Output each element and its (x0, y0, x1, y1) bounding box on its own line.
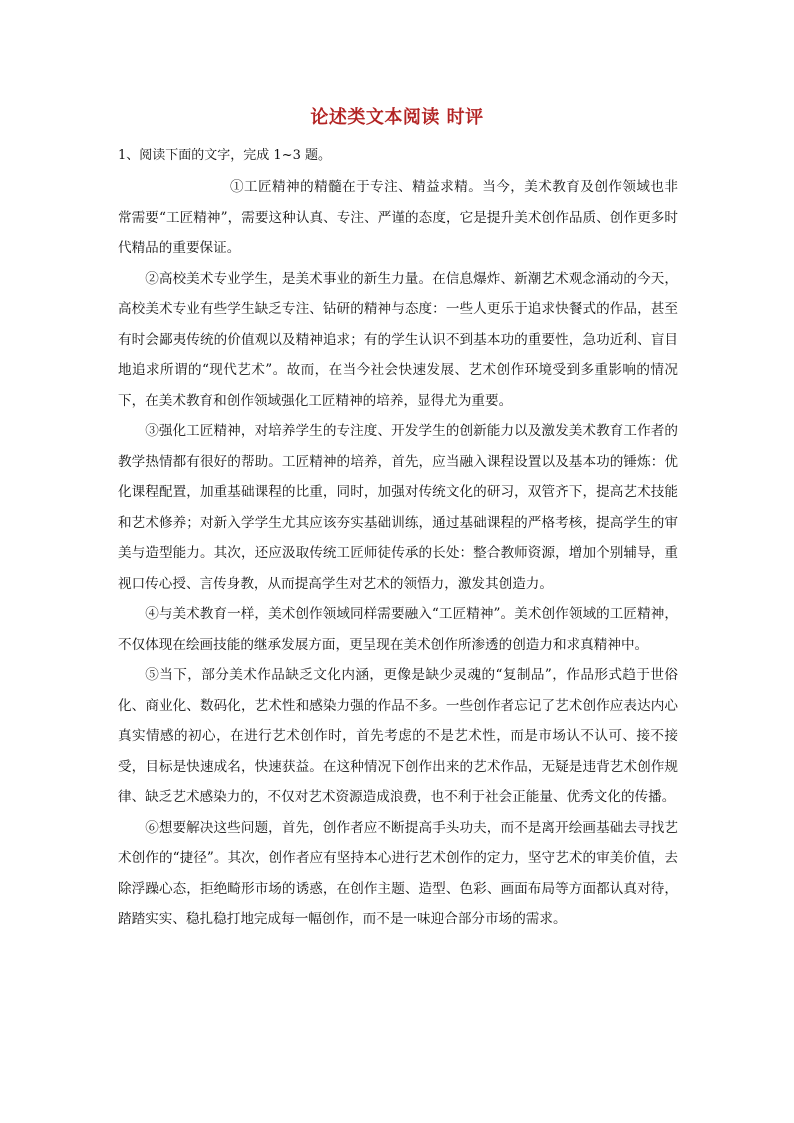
article-body (118, 172, 678, 935)
document-title: 论述类文本阅读 时评 (310, 107, 484, 128)
question-prompt: 1、阅读下面的文字，完成 1~3 题。 (118, 148, 331, 163)
paragraph-5: ⑤当下，部分美术作品缺乏文化内涵，更像是缺少灵魂的“复制品”，作品形式趋于世俗化、商业化、数码化，艺术性和感染力强的作品不多。一些创作者忘记了艺术创作应表达内心真实情感的初心，在进行艺术创作时，首先考虑的不是艺术性，而是市场认不认可、接不接受，目标是快速成名，快速获益。在这种情况下创作出来的艺术作品，无疑是违背艺术创作规律、缺乏艺术感染力的，不仅对艺术资源造成浪费，也不利于社会正能量、优秀文化的传播。 (118, 667, 678, 805)
paragraph-4: ④与美术教育一样，美术创作领域同样需要融入“工匠精神”。美术创作领域的工匠精神，不仅体现在绘画技能的继承发展方面，更呈现在美术创作所渗透的创造力和求真精神中。 (118, 606, 678, 653)
paragraph-3: ③强化工匠精神，对培养学生的专注度、开发学生的创新能力以及激发美术教育工作者的教学热情都有很好的帮助。工匠精神的培养，首先，应当融入课程设置以及基本功的锤炼：优化课程配置，加重基础课程的比重，同时，加强对传统文化的研习，双管齐下，提高艺术技能和艺术修养；对新入学学生尤其应该夯实基础训练，通过基础课程的严格考核，提高学生的审美与造型能力。其次，还应汲取传统工匠师徒传承的长处：整合教师资源，增加个别辅导，重视口传心授、言传身教，从而提高学生对艺术的领悟力，激发其创造力。 (118, 423, 678, 592)
paragraph-2: ②高校美术专业学生，是美术事业的新生力量。在信息爆炸、新潮艺术观念涌动的今天，高校美术专业有些学生缺乏专注、钻研的精神与态度：一些人更乐于追求快餐式的作品，甚至有时会鄙夷传统的价值观以及精神追求；有的学生认识不到基本功的重要性，急功近利、盲目地追求所谓的“现代艺术”。故而，在当今社会快速发展、艺术创作环境受到多重影响的情况下，在美术教育和创作领域强化工匠精神的培养，显得尤为重要。 (118, 270, 678, 409)
paragraph-1: ①工匠精神的精髓在于专注、精益求精。当今，美术教育及创作领域也非常需要“工匠精神”，需要这种认真、专注、严谨的态度，它是提升美术创作品质、创作更多时代精品的重要保证。 (118, 179, 678, 256)
paragraph-6: ⑥想要解决这些问题，首先，创作者应不断提高手头功夫，而不是离开绘画基础去寻找艺术创作的“捷径”。其次，创作者应有坚持本心进行艺术创作的定力，坚守艺术的审美价值，去除浮躁心态，拒绝畸形市场的诱惑，在创作主题、造型、色彩、画面布局等方面都认真对待，踏踏实实、稳扎稳打地完成每一幅创作，而不是一味迎合部分市场的需求。 (118, 819, 678, 927)
